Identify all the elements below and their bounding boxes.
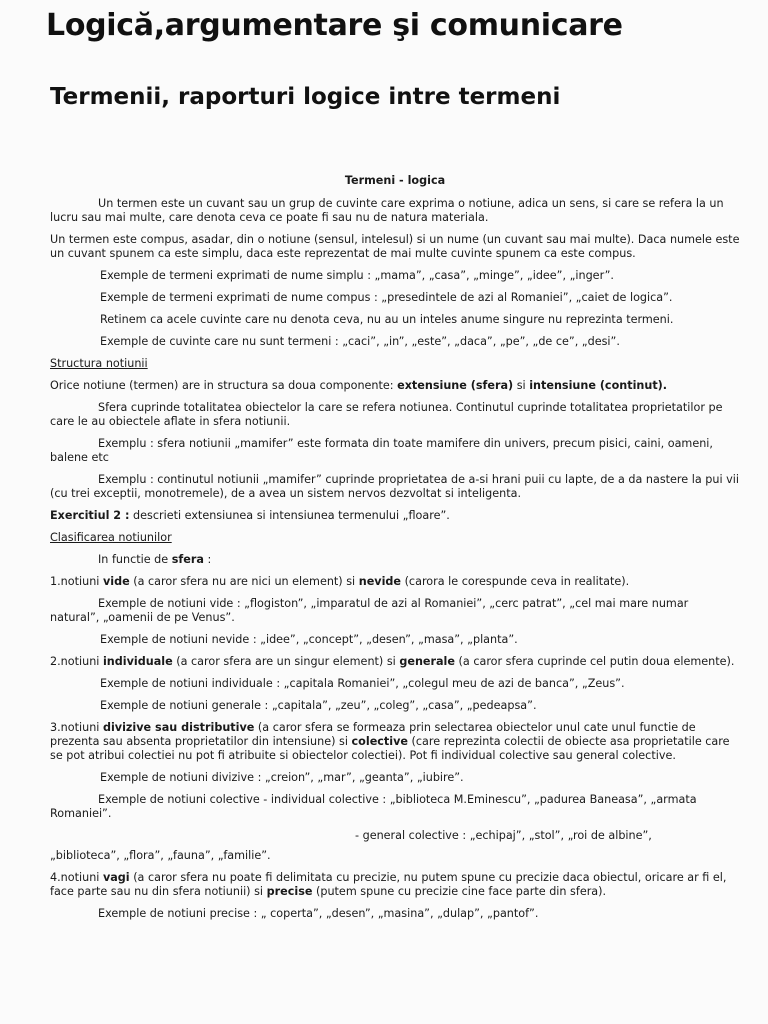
heading-structura: [50, 357, 740, 371]
section-title: Termeni - logica: [344, 174, 446, 187]
example-divizive: Exemple de notiuni divizive : „creion”, „mar”, „geanta”, „iubire”.: [100, 771, 464, 784]
item-vagi-precise: [50, 871, 740, 899]
text-segment: (carora le corespunde ceva in realitate).: [401, 575, 630, 588]
example-colective: Exemple de notiuni colective - individual colective : „biblioteca M.Eminescu”, „padurea Baneasa”, „armata Romaniei”.: [50, 793, 697, 820]
bold-vagi: vagi: [102, 871, 130, 884]
example-general-colective: - general colective : „echipaj”, „stol”, „roi de albine”,: [355, 829, 652, 842]
text-segment: 4.notiuni: [50, 871, 103, 884]
paragraph-compus: Un termen este compus, asadar, din o notiune (sensul, intelesul) si un nume (un cuvant sau mai multe). Daca numele este un cuvant spunem ca este simplu, daca este reprezentat de mai multe cuvinte spunem ca este compus.: [50, 233, 740, 260]
heading-structura-text: Structura notiunii: [50, 357, 148, 370]
text-segment: 1.notiuni: [50, 575, 103, 588]
bold-divizive: divizive sau distributive: [102, 721, 255, 734]
example-non-termeni: Exemple de cuvinte care nu sunt termeni : „caci”, „in”, „este”, „daca”, „pe”, „de ce”, „desi”.: [100, 335, 620, 348]
document-title: Logică,argumentare şi comunicare: [46, 8, 623, 43]
paragraph-exemplu-continut: Exemplu : continutul notiunii „mamifer” cuprinde proprietatea de a-si hrani puii cu lapte, de a da nastere la pui vii (cu trei exceptii, monotremele), de a avea un sistem nervos dezvoltat si inteligenta.: [50, 473, 739, 500]
heading-clasificarea-text: Clasificarea notiunilor: [50, 531, 172, 544]
paragraph-in-functie: [50, 553, 740, 567]
text-segment: si: [513, 379, 530, 392]
paragraph-retinem: Retinem ca acele cuvinte care nu denota ceva, nu au un inteles anume singure nu reprezinta termeni.: [100, 313, 674, 326]
item-individuale-generale: [50, 655, 740, 669]
bold-sfera: sfera: [171, 553, 204, 566]
example-nevide: Exemple de notiuni nevide : „idee”, „concept”, „desen”, „masa”, „planta”.: [100, 633, 518, 646]
exercitiu-text: descrieti extensiunea si intensiunea termenului „floare”.: [129, 509, 450, 522]
bold-precise: precise: [266, 885, 313, 898]
bold-individuale: individuale: [102, 655, 173, 668]
text-segment: (putem spune cu precizie cine face parte din sfera).: [312, 885, 607, 898]
example-general-colective-cont: „biblioteca”, „flora”, „fauna”, „familie”.: [50, 849, 271, 862]
text-segment: 3.notiuni: [50, 721, 103, 734]
bold-vide: vide: [102, 575, 130, 588]
paragraph-sfera: Sfera cuprinde totalitatea obiectelor la care se refera notiunea. Continutul cuprinde totalitatea proprietatilor pe care le au obiectele aflate in sfera notiunii.: [50, 401, 723, 428]
bold-extensiune: extensiune (sfera): [397, 379, 514, 392]
exercitiu-label: Exercitiul 2 :: [50, 509, 130, 522]
text-segment: (a caror sfera nu are nici un element) si: [129, 575, 359, 588]
paragraph-exercitiu: [50, 509, 740, 523]
example-individuale: Exemple de notiuni individuale : „capitala Romaniei”, „colegul meu de azi de banca”, „Zeus”.: [100, 677, 625, 690]
bold-colective: colective: [351, 735, 408, 748]
example-precise: Exemple de notiuni precise : „ coperta”, „desen”, „masina”, „dulap”, „pantof”.: [98, 907, 539, 920]
document-body: [50, 174, 740, 929]
text-segment: (care reprezinta colectii de obiecte asa proprietatile care se pot atribui colectiei nu pot fi atribuite si obiectelor colectiei). Pot fi individual colective sau general colective.: [50, 735, 730, 762]
example-generale: Exemple de notiuni generale : „capitala”, „zeu”, „coleg”, „casa”, „pedeapsa”.: [100, 699, 537, 712]
paragraph-structura: [50, 379, 740, 393]
document-subtitle: Termenii, raporturi logice intre termeni: [50, 84, 561, 110]
example-nume-compus: Exemple de termeni exprimati de nume compus : „presedintele de azi al Romaniei”, „caiet de logica”.: [100, 291, 673, 304]
paragraph-definition: Un termen este un cuvant sau un grup de cuvinte care exprima o notiune, adica un sens, si care se refera la un lucru sau mai multe, care denota ceva ce poate fi sau nu de natura materiala.: [50, 197, 724, 224]
text-segment: (a caror sfera se formeaza prin selectarea obiectelor unul cate unul functie de prezenta sau absenta proprietatilor din intensiune) si: [50, 721, 696, 748]
example-nume-simplu: Exemple de termeni exprimati de nume simplu : „mama”, „casa”, „minge”, „idee”, „inger”.: [100, 269, 614, 282]
text-segment: In functie de: [98, 553, 172, 566]
paragraph-exemplu-sfera: Exemplu : sfera notiunii „mamifer” este formata din toate mamifere din univers, precum pisici, caini, oameni, balene etc: [50, 437, 713, 464]
item-vide-nevide: [50, 575, 740, 589]
heading-clasificarea: [50, 531, 740, 545]
text-segment: (a caror sfera cuprinde cel putin doua elemente).: [454, 655, 735, 668]
item-divizive-colective: [50, 721, 740, 763]
text-segment: Orice notiune (termen) are in structura sa doua componente:: [50, 379, 398, 392]
bold-intensiune: intensiune (continut).: [529, 379, 668, 392]
bold-nevide: nevide: [358, 575, 402, 588]
example-vide: Exemple de notiuni vide : „flogiston”, „imparatul de azi al Romaniei”, „cerc patrat”, „cel mai mare numar natural”, „oamenii de pe Venus”.: [50, 597, 689, 624]
text-segment: :: [203, 553, 212, 566]
text-segment: (a caror sfera nu poate fi delimitata cu precizie, nu putem spune cu precizie daca obiectul, oricare ar fi el, face parte sau nu din sfera notiunii) si: [50, 871, 727, 898]
text-segment: 2.notiuni: [50, 655, 103, 668]
text-segment: (a caror sfera are un singur element) si: [172, 655, 400, 668]
bold-generale: generale: [399, 655, 455, 668]
